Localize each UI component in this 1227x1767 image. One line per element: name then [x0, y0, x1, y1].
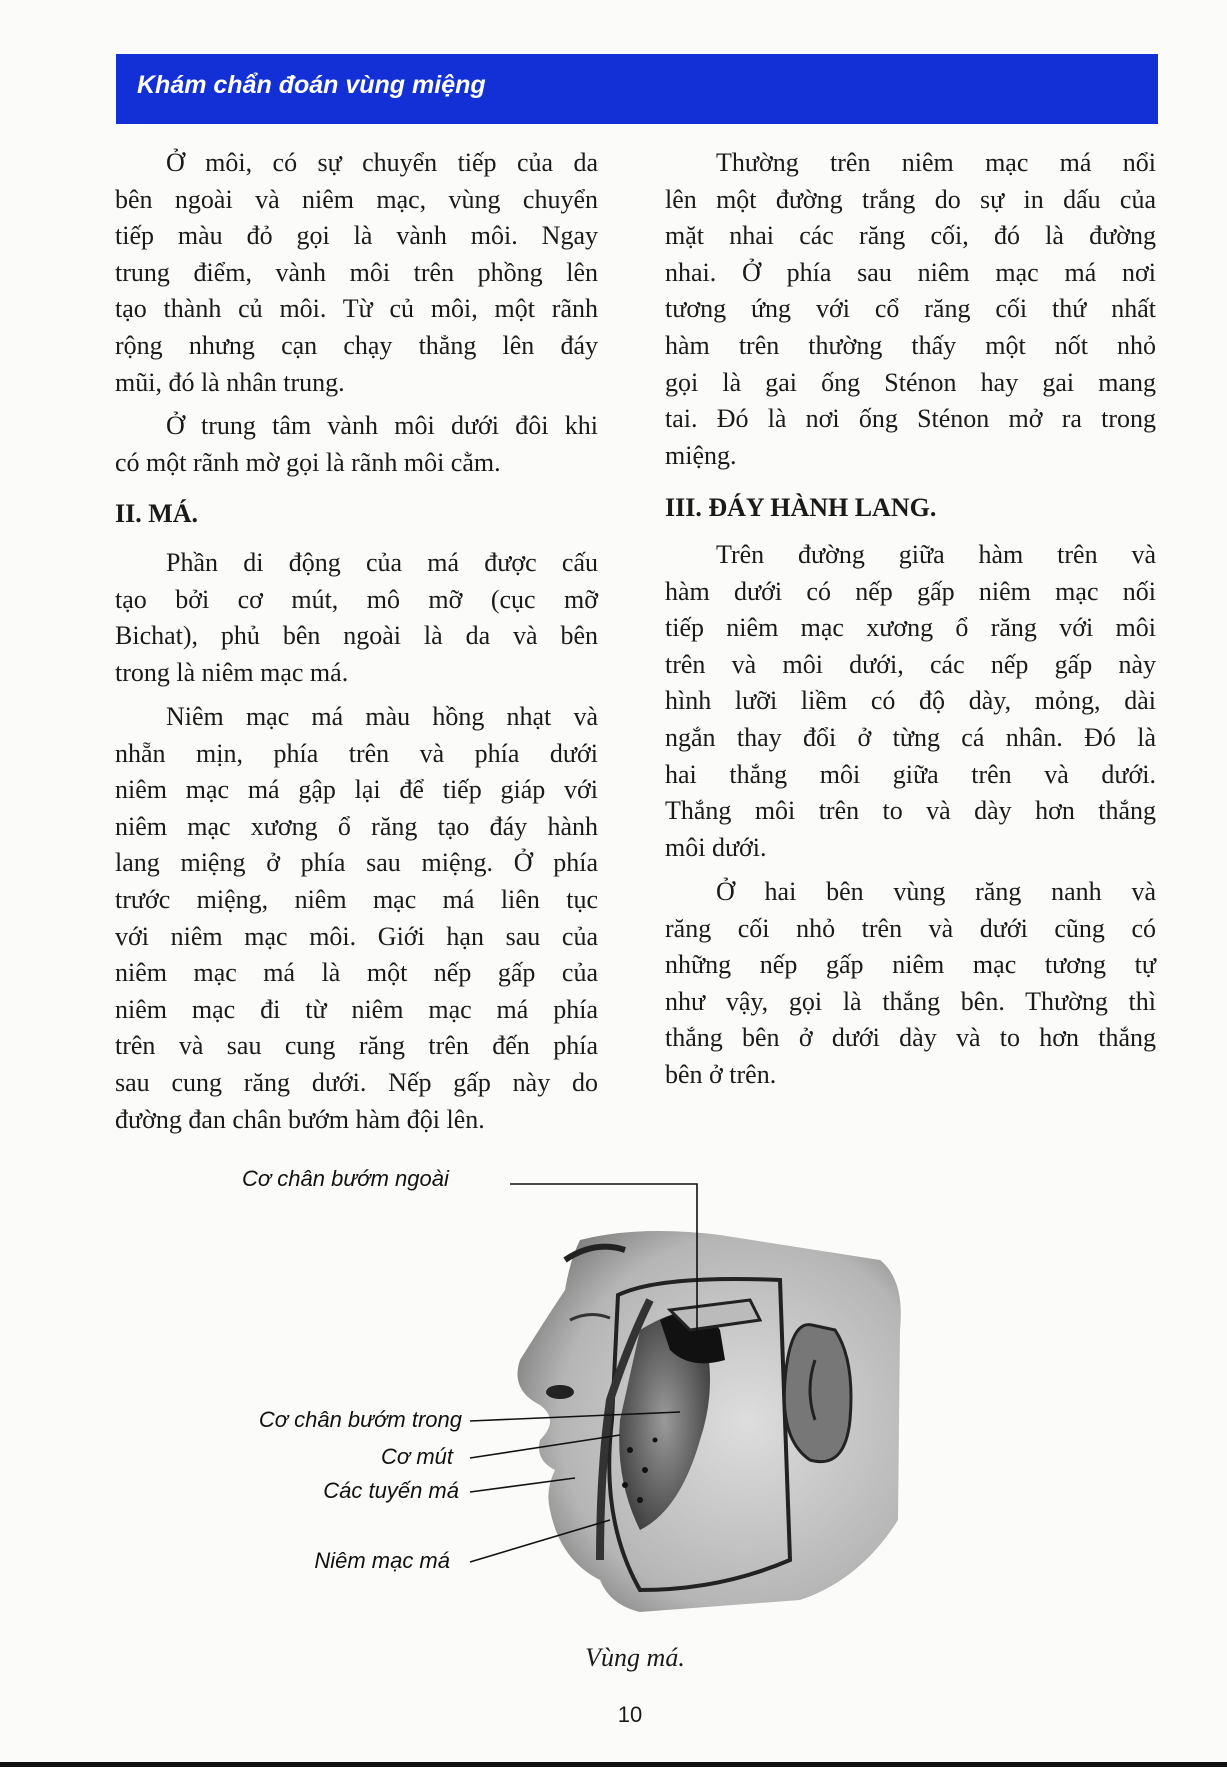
- text-line: những nếp gấp niêm mạc tương tự: [665, 950, 1156, 980]
- text-line: tương ứng với cổ răng cối thứ nhất: [665, 294, 1156, 324]
- text-line: răng cối nhỏ trên và dưới cũng có: [665, 913, 1156, 943]
- text-line: mũi, đó là nhân trung.: [115, 367, 345, 397]
- text-line: sau cung răng dưới. Nếp gấp này do: [115, 1067, 598, 1097]
- bottom-edge: [0, 1762, 1227, 1767]
- text-line: rộng nhưng cạn chạy thẳng lên đáy: [115, 330, 598, 360]
- text-line: trên và sau cung răng trên đến phía: [115, 1031, 598, 1061]
- text-line: trên và môi dưới, các nếp gấp này: [665, 649, 1156, 679]
- text-line: Trên đường giữa hàm trên và: [716, 540, 1156, 569]
- text-line: với niêm mạc môi. Giới hạn sau của: [115, 921, 598, 951]
- text-line: môi dưới.: [665, 832, 767, 862]
- text-line: tạo thành củ môi. Từ củ môi, một rãnh: [115, 294, 598, 324]
- text-line: bên ngoài và niêm mạc, vùng chuyển: [115, 184, 598, 214]
- text-line: Thường trên niêm mạc má nổi: [716, 148, 1156, 177]
- chapter-title: Khám chẩn đoán vùng miệng: [137, 71, 486, 99]
- text-line: ngắn thay đổi ở từng cá nhân. Đó là: [665, 722, 1156, 752]
- label-medial-pterygoid: Cơ chân bướm trong: [258, 1407, 462, 1432]
- text-line: miệng.: [665, 440, 737, 470]
- label-lateral-pterygoid: Cơ chân bướm ngoài: [242, 1166, 449, 1191]
- text-line: Ở môi, có sự chuyển tiếp của da: [166, 148, 598, 177]
- text-line: thắng bên ở dưới dày và to hơn thắng: [665, 1023, 1156, 1053]
- text-line: tạo bởi cơ mút, mô mỡ (cục mỡ: [115, 584, 598, 614]
- label-buccal-mucosa: Niêm mạc má: [314, 1548, 450, 1573]
- head-drawing: [518, 1231, 901, 1612]
- text-line: Thắng môi trên to và dày hơn thắng: [665, 796, 1156, 826]
- text-line: tai. Đó là nơi ống Sténon mở ra trong: [665, 404, 1156, 434]
- text-line: niêm mạc má là một nếp gấp của: [115, 958, 598, 988]
- text-line: trước miệng, niêm mạc má liên tục: [115, 884, 598, 914]
- text-line: hàm dưới có nếp gấp niêm mạc nối: [665, 576, 1156, 606]
- heading-text: III. ĐÁY HÀNH LANG.: [665, 493, 937, 522]
- text-line: Bichat), phủ bên ngoài là da và bên: [115, 621, 598, 651]
- text-line: trung điểm, vành môi trên phồng lên: [115, 257, 598, 287]
- text-line: trong là niêm mạc má.: [115, 657, 349, 687]
- text-line: hình lưỡi liềm có độ dày, mỏng, dài: [665, 686, 1156, 716]
- text-line: mặt nhai các răng cối, đó là đường: [665, 221, 1156, 251]
- page-number: 10: [617, 1702, 643, 1727]
- text-line: đường đan chân bướm hàm đội lên.: [115, 1104, 485, 1134]
- text-line: lang miệng ở phía sau miệng. Ở phía: [115, 848, 598, 878]
- label-buccinator: Cơ mút: [381, 1444, 453, 1469]
- text-line: lên một đường trắng do sự in dấu của: [665, 184, 1156, 214]
- text-line: bên ở trên.: [665, 1059, 777, 1089]
- text-line: gọi là gai ống Sténon hay gai mang: [665, 367, 1156, 397]
- text-line: Niêm mạc má màu hồng nhạt và: [166, 702, 598, 731]
- text-line: nhai. Ở phía sau niêm mạc má nơi: [665, 257, 1156, 287]
- text-line: niêm mạc đi từ niêm mạc má phía: [115, 994, 598, 1024]
- text-line: có một rãnh mờ gọi là rãnh môi cằm.: [115, 447, 501, 477]
- label-buccal-glands: Các tuyến má: [323, 1478, 459, 1503]
- text-line: niêm mạc xương ổ răng tạo đáy hành: [115, 811, 598, 841]
- text-line: tiếp niêm mạc xương ổ răng với môi: [665, 613, 1156, 643]
- text-line: tiếp màu đỏ gọi là vành môi. Ngay: [115, 221, 598, 251]
- text-line: Phần di động của má được cấu: [166, 548, 598, 577]
- text-line: Ở hai bên vùng răng nanh và: [716, 877, 1156, 906]
- text-line: như vậy, gọi là thắng bên. Thường thì: [665, 986, 1156, 1016]
- heading-text: II. MÁ.: [115, 499, 199, 528]
- text-line: niêm mạc má gập lại để tiếp giáp với: [115, 775, 598, 805]
- text-line: Ở trung tâm vành môi dưới đôi khi: [166, 411, 598, 440]
- text-line: hai thắng môi giữa trên và dưới.: [665, 759, 1156, 789]
- text-line: hàm trên thường thấy một nốt nhỏ: [665, 330, 1156, 360]
- text-line: nhẵn mịn, phía trên và phía dưới: [115, 738, 598, 768]
- figure-caption: Vùng má.: [585, 1643, 685, 1672]
